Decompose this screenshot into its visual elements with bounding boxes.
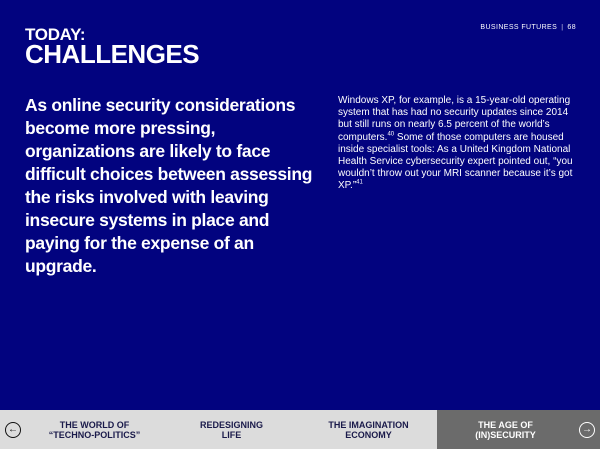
section-label: BUSINESS FUTURES [480,24,558,31]
body-paragraph [338,95,576,193]
nav-item-line2: LIFE [221,429,242,440]
heading-kicker: TODAY: [25,25,86,44]
footnote-ref-40[interactable]: 40 [387,131,395,138]
header-separator: | [561,24,564,31]
chapter-nav [0,410,600,449]
body-text-part2: Some of those computers are housed inside specialist tools: As a United Kingdom National Health Service cybersecurity expert pointed out, “you wouldn’t throw out your MRI scanner because it’s got XP.” [338,131,573,192]
nav-item-redesigning-life[interactable] [163,410,300,449]
nav-item-line1: REDESIGNING [199,419,263,430]
next-page-button[interactable] [574,410,600,449]
nav-item-line1: THE AGE OF [478,419,533,430]
footnote-ref-41[interactable]: 41 [356,180,363,187]
page-title: CHALLENGES [25,39,200,69]
nav-item-line1: THE IMAGINATION [328,419,409,430]
arrow-right-icon: → [579,422,595,438]
running-head [480,24,576,31]
lead-paragraph: As online security considerations become more pressing, organizations are likely to face difficult choices between assessing the risks involved with leaving insecure systems in place and paying for the expense of an upgrade. [25,95,313,276]
nav-item-line2: (IN)SECURITY [475,429,536,440]
nav-item-line2: ECONOMY [345,429,392,440]
arrow-left-icon: ← [5,422,21,438]
nav-item-line2: “TECHNO-POLITICS” [48,429,141,440]
nav-item-imagination-economy[interactable] [300,410,437,449]
nav-item-age-of-insecurity[interactable] [437,410,574,449]
page-number: 68 [567,24,576,31]
nav-item-techno-politics[interactable] [26,410,163,449]
prev-page-button[interactable] [0,410,26,449]
nav-item-line1: THE WORLD OF [59,419,130,430]
body-text-part1: Windows XP, for example, is a 15-year-old operating system that has had no security updates since 2014 but still runs on nearly 6.5 percent of the world’s computers. [338,95,571,143]
